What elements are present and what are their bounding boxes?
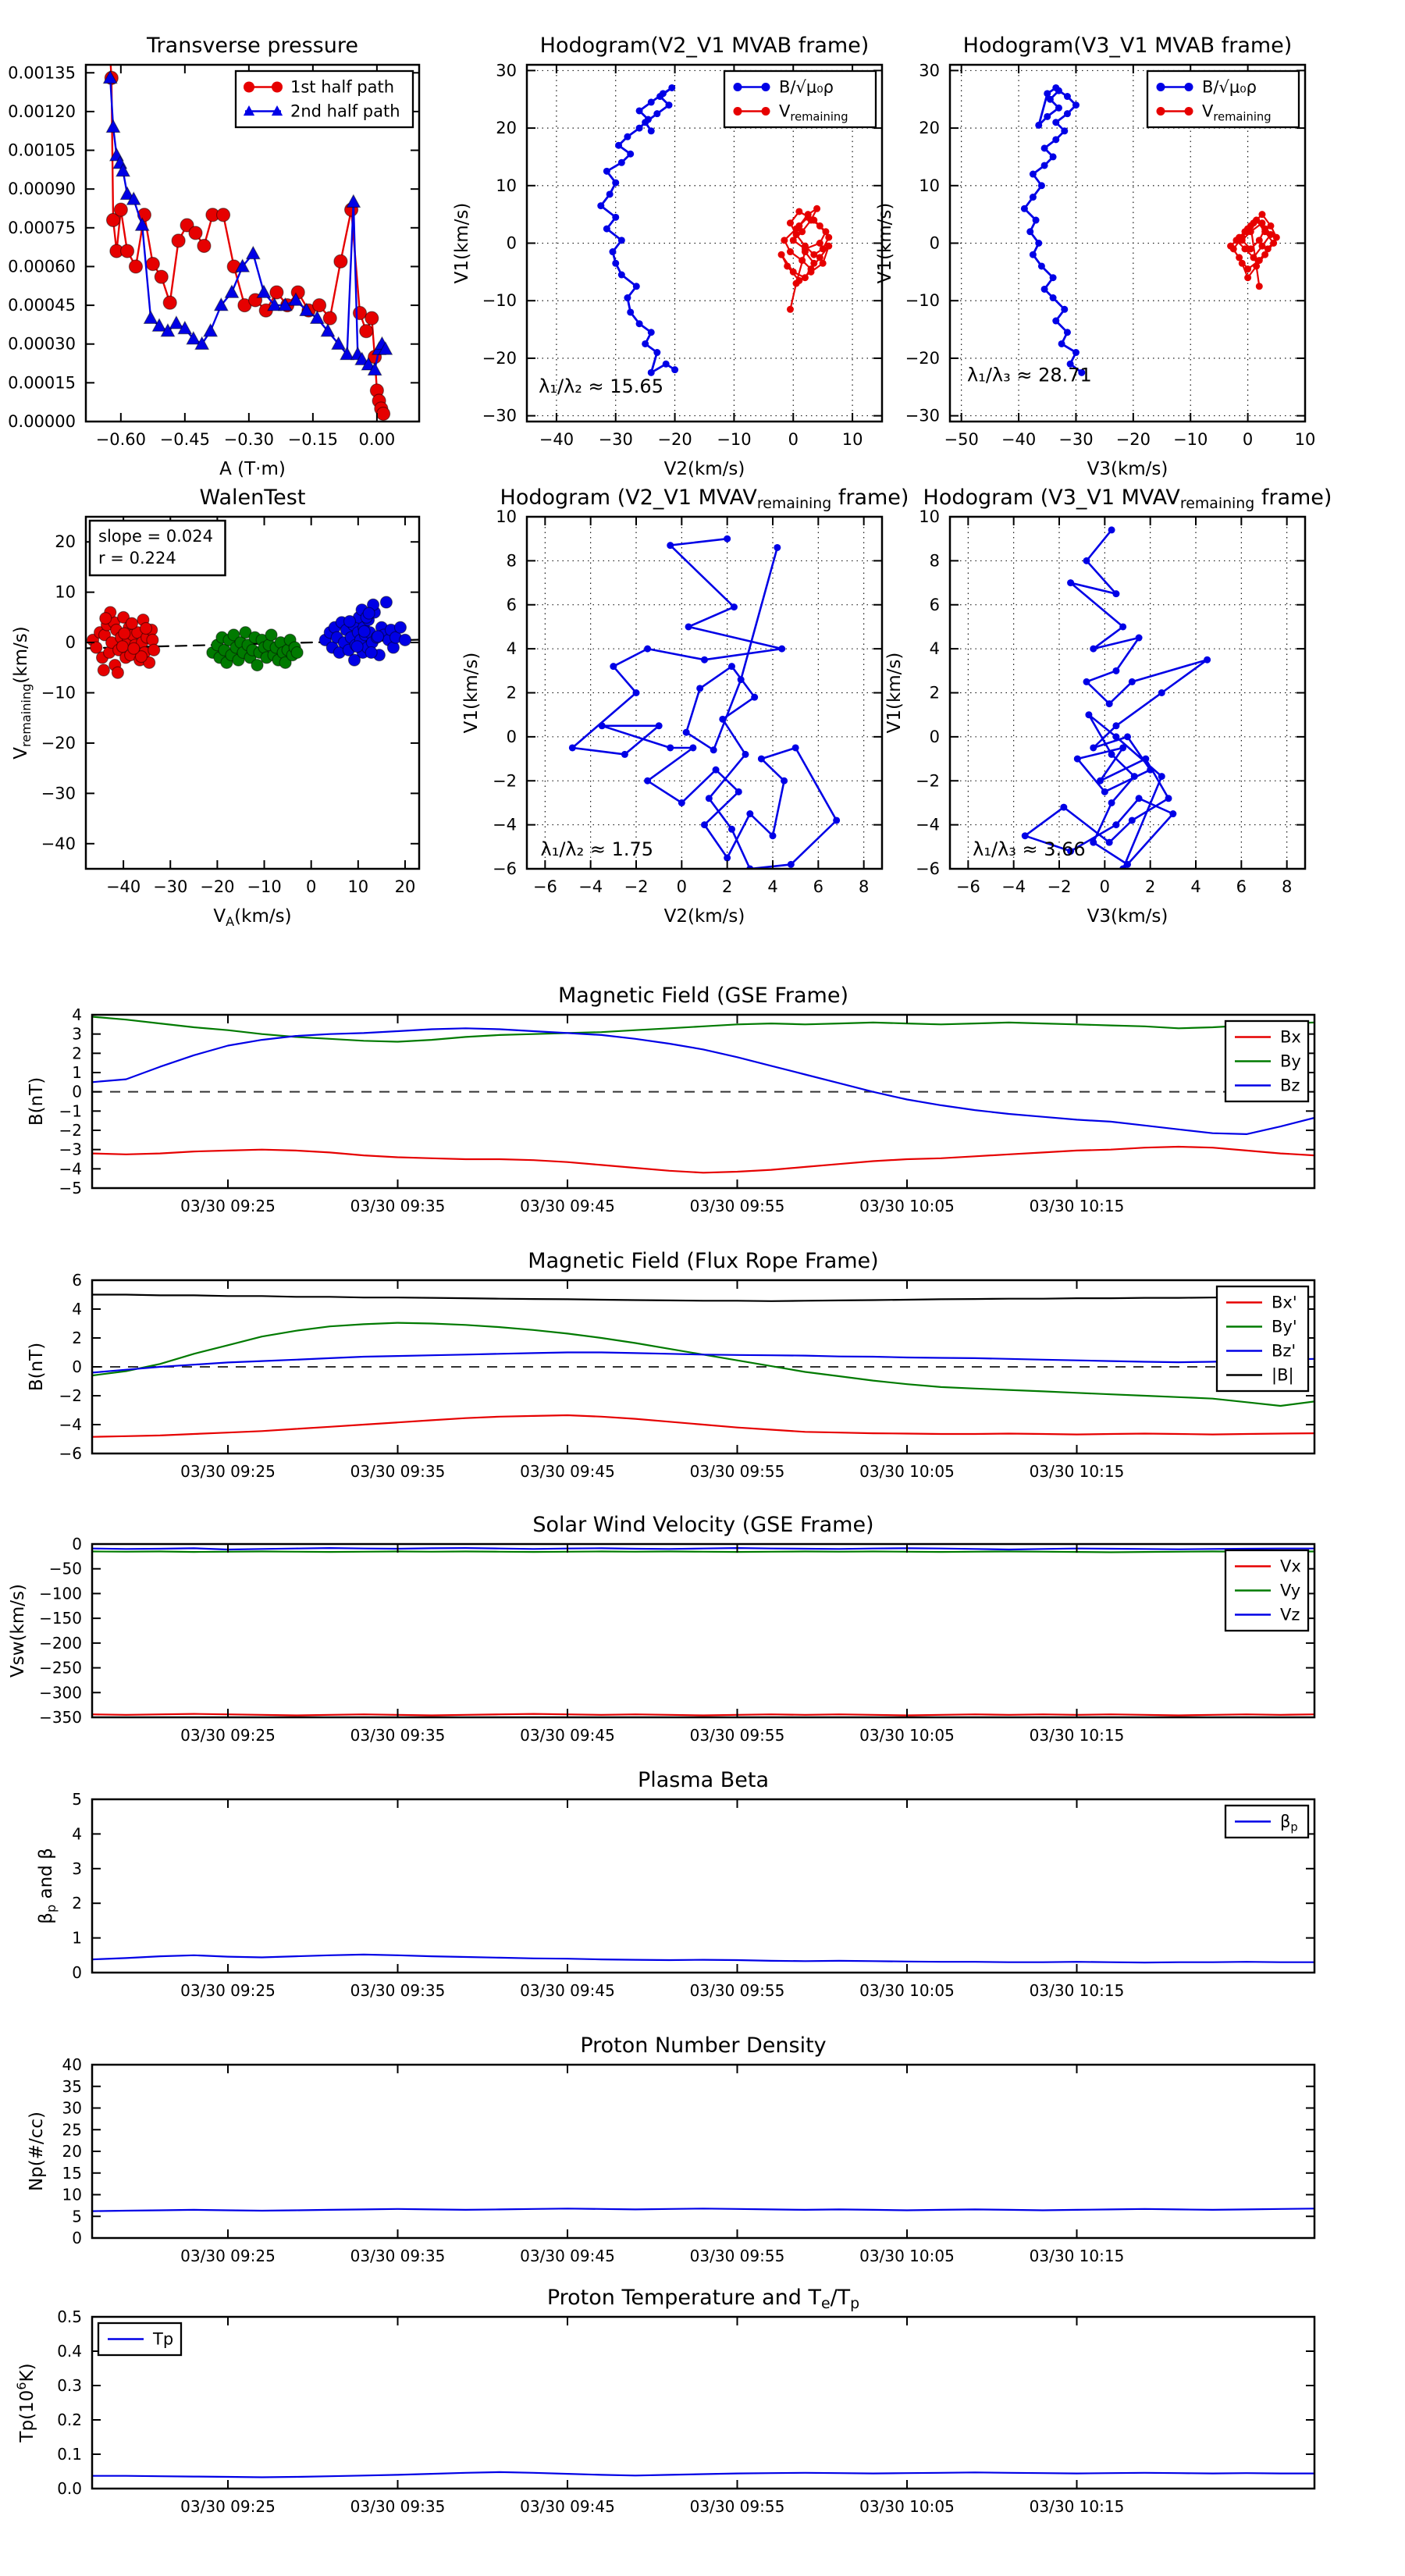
svg-text:−2: −2 [916, 771, 940, 791]
svg-text:03/30 09:45: 03/30 09:45 [520, 2247, 615, 2265]
svg-text:03/30 10:05: 03/30 10:05 [859, 1197, 955, 1215]
svg-text:0.00060: 0.00060 [8, 257, 76, 276]
svg-text:10: 10 [55, 582, 76, 602]
svg-text:03/30 09:55: 03/30 09:55 [689, 1726, 785, 1745]
svg-text:−10: −10 [247, 877, 282, 896]
svg-text:−30: −30 [1058, 430, 1094, 449]
svg-text:−3: −3 [59, 1140, 82, 1159]
svg-text:Proton Number Density: Proton Number Density [580, 2033, 827, 2058]
svg-text:Transverse pressure: Transverse pressure [147, 34, 358, 58]
svg-text:0: 0 [72, 2229, 82, 2247]
svg-text:2: 2 [72, 1894, 82, 1913]
svg-text:Solar Wind Velocity (GSE Frame: Solar Wind Velocity (GSE Frame) [532, 1513, 874, 1537]
svg-text:−5: −5 [59, 1179, 82, 1197]
svg-text:Bx': Bx' [1272, 1293, 1297, 1312]
svg-text:03/30 09:55: 03/30 09:55 [689, 2497, 785, 2516]
svg-text:−50: −50 [944, 430, 979, 449]
svg-text:−2: −2 [493, 771, 517, 791]
svg-text:0: 0 [929, 233, 940, 253]
svg-text:0.00090: 0.00090 [8, 180, 76, 199]
svg-text:0.5: 0.5 [57, 2307, 82, 2326]
svg-text:03/30 09:25: 03/30 09:25 [180, 2247, 276, 2265]
svg-text:0.3: 0.3 [57, 2376, 82, 2395]
svg-text:−0.30: −0.30 [223, 430, 275, 449]
svg-text:20: 20 [62, 2142, 82, 2161]
chart-canvas [27, 1249, 1314, 1481]
svg-text:03/30 09:45: 03/30 09:45 [520, 1726, 615, 1745]
svg-text:10: 10 [919, 507, 940, 526]
svg-text:0.00045: 0.00045 [8, 296, 76, 315]
svg-text:0.4: 0.4 [57, 2342, 82, 2361]
svg-text:2nd half path: 2nd half path [290, 101, 400, 121]
proton-number-density-panel [27, 2033, 1314, 2265]
svg-text:Bz': Bz' [1272, 1341, 1297, 1361]
svg-text:30: 30 [62, 2098, 82, 2118]
svg-text:0: 0 [1099, 877, 1111, 896]
svg-text:03/30 09:55: 03/30 09:55 [689, 1462, 785, 1481]
chart-canvas [11, 486, 419, 929]
svg-text:03/30 10:05: 03/30 10:05 [859, 1462, 955, 1481]
svg-text:−200: −200 [39, 1633, 82, 1653]
svg-text:Magnetic Field (Flux Rope Fram: Magnetic Field (Flux Rope Frame) [528, 1249, 879, 1273]
svg-text:0.00105: 0.00105 [8, 141, 76, 160]
svg-text:λ₁/λ₃ ≈ 28.71: λ₁/λ₃ ≈ 28.71 [967, 364, 1092, 386]
svg-text:Hodogram (V2_V1 MVAVremaining​: Hodogram (V2_V1 MVAVremaining frame) [500, 486, 909, 512]
legend [98, 2323, 181, 2355]
svg-text:By: By [1280, 1051, 1301, 1071]
svg-text:0.00015: 0.00015 [8, 373, 76, 393]
svg-text:4: 4 [767, 877, 778, 896]
svg-text:−30: −30 [153, 877, 188, 896]
chart-canvas [27, 984, 1314, 1215]
svg-text:Plasma Beta: Plasma Beta [637, 1768, 770, 1792]
svg-text:20: 20 [919, 119, 940, 138]
svg-text:Hodogram(V3_V1 MVAB frame): Hodogram(V3_V1 MVAB frame) [962, 34, 1293, 58]
svg-text:−10: −10 [1173, 430, 1208, 449]
svg-text:03/30 09:35: 03/30 09:35 [350, 1726, 446, 1745]
svg-text:8: 8 [929, 551, 940, 571]
svg-text:−20: −20 [41, 733, 76, 753]
svg-text:03/30 09:35: 03/30 09:35 [350, 1197, 446, 1215]
svg-text:V3(km/s): V3(km/s) [1087, 459, 1168, 479]
svg-text:03/30 09:45: 03/30 09:45 [520, 1981, 615, 2000]
svg-text:−40: −40 [41, 834, 76, 853]
svg-text:4: 4 [72, 1300, 82, 1318]
svg-text:−20: −20 [657, 430, 692, 449]
svg-text:−6: −6 [955, 877, 980, 896]
svg-text:6: 6 [1236, 877, 1247, 896]
svg-text:Vremaining​(km/s): $V_{remaining}(km/s)$ [11, 626, 34, 760]
svg-text:0.00000: 0.00000 [8, 412, 76, 431]
svg-text:Vremaining​: $V_{remaining}$ [779, 101, 848, 124]
magnetic-field-flux-rope-panel [27, 1249, 1314, 1481]
svg-text:2: 2 [72, 1044, 82, 1063]
svg-text:8: 8 [858, 877, 870, 896]
svg-text:03/30 09:35: 03/30 09:35 [350, 1981, 446, 2000]
svg-text:−0.45: −0.45 [159, 430, 211, 449]
svg-text:−4: −4 [59, 1415, 82, 1434]
svg-text:λ₁/λ₃ ≈ 3.66: λ₁/λ₃ ≈ 3.66 [973, 838, 1086, 861]
svg-text:V1(km/s): V1(km/s) [452, 202, 472, 284]
svg-text:WalenTest: WalenTest [199, 486, 306, 510]
svg-text:03/30 10:05: 03/30 10:05 [859, 1981, 955, 2000]
svg-text:0: 0 [65, 633, 76, 653]
transverse-pressure-plot [8, 34, 419, 479]
svg-text:4: 4 [72, 1005, 82, 1024]
svg-text:03/30 10:15: 03/30 10:15 [1029, 1981, 1125, 2000]
svg-text:B/√μ₀ρ: B/√μ₀ρ [1202, 77, 1257, 97]
svg-text:−10: −10 [482, 291, 517, 311]
hodogram-v2v1-mvab-plot [452, 34, 882, 479]
svg-text:0: 0 [305, 877, 317, 896]
svg-text:10: 10 [62, 2185, 82, 2204]
svg-text:βp​: $\beta_p$ [1280, 1812, 1298, 1834]
svg-text:0.0: 0.0 [57, 2479, 82, 2498]
svg-text:2: 2 [506, 683, 517, 703]
svg-text:−0.60: −0.60 [95, 430, 147, 449]
svg-text:Bz: Bz [1280, 1076, 1300, 1095]
svg-text:B(nT): B(nT) [27, 1342, 47, 1392]
svg-text:4: 4 [72, 1824, 82, 1844]
svg-text:λ₁/λ₂ ≈ 1.75: λ₁/λ₂ ≈ 1.75 [540, 838, 654, 861]
svg-text:6: 6 [929, 595, 940, 614]
chart-canvas [452, 34, 882, 479]
svg-text:10: 10 [1294, 430, 1316, 449]
hodogram-v3v1-mvav-plot [884, 486, 1332, 927]
svg-text:V2(km/s): V2(km/s) [663, 459, 745, 479]
svg-text:0.00075: 0.00075 [8, 218, 76, 237]
legend [1225, 1021, 1308, 1101]
svg-text:B/√μ₀ρ: B/√μ₀ρ [779, 77, 834, 97]
svg-text:−30: −30 [482, 406, 517, 425]
svg-text:λ₁/λ₂ ≈ 15.65: λ₁/λ₂ ≈ 15.65 [539, 375, 663, 398]
svg-text:Vremaining​: $V_{remaining}$ [1202, 101, 1272, 124]
svg-text:10: 10 [496, 507, 517, 526]
chart-canvas [8, 1513, 1314, 1745]
proton-temperature-panel [14, 2286, 1314, 2516]
svg-text:0: 0 [788, 430, 799, 449]
legend [1225, 1550, 1308, 1631]
svg-text:0: 0 [506, 233, 517, 253]
svg-text:−40: −40 [539, 430, 574, 449]
svg-text:03/30 09:45: 03/30 09:45 [520, 2497, 615, 2516]
svg-text:V1(km/s): V1(km/s) [461, 652, 482, 734]
chart-canvas [875, 34, 1316, 479]
svg-text:−20: −20 [905, 348, 940, 368]
svg-text:10: 10 [841, 430, 863, 449]
svg-text:03/30 09:35: 03/30 09:35 [350, 1462, 446, 1481]
svg-text:V3(km/s): V3(km/s) [1087, 906, 1168, 927]
svg-text:Hodogram (V3_V1 MVAVremaining​: Hodogram (V3_V1 MVAVremaining frame) [923, 486, 1332, 512]
svg-text:−10: −10 [905, 291, 940, 311]
svg-text:−10: −10 [41, 683, 76, 703]
svg-text:|B|: |B| [1272, 1365, 1294, 1385]
svg-text:03/30 09:55: 03/30 09:55 [689, 1981, 785, 2000]
svg-text:Vsw(km/s): Vsw(km/s) [8, 1584, 28, 1678]
svg-text:−40: −40 [105, 877, 141, 896]
svg-text:Magnetic Field (GSE Frame): Magnetic Field (GSE Frame) [557, 984, 849, 1008]
svg-text:2: 2 [929, 683, 940, 703]
chart-canvas [461, 486, 909, 927]
svg-text:2: 2 [721, 877, 733, 896]
svg-text:2: 2 [72, 1329, 82, 1347]
svg-text:2: 2 [1144, 877, 1156, 896]
chart-canvas [8, 34, 419, 479]
svg-text:1: 1 [72, 1928, 82, 1948]
svg-text:−350: −350 [39, 1708, 82, 1727]
svg-text:−30: −30 [598, 430, 633, 449]
svg-text:−30: −30 [41, 784, 76, 803]
svg-text:3: 3 [72, 1859, 82, 1878]
svg-text:−6: −6 [532, 877, 557, 896]
svg-text:−1: −1 [59, 1101, 82, 1121]
svg-text:03/30 10:05: 03/30 10:05 [859, 2247, 955, 2265]
svg-text:−0.15: −0.15 [287, 430, 339, 449]
svg-text:−6: −6 [493, 859, 517, 878]
svg-text:−2: −2 [59, 1386, 82, 1405]
svg-text:−6: −6 [59, 1444, 82, 1463]
svg-text:A (T·m): A (T·m) [219, 459, 286, 479]
svg-text:Tp(106​K): $Tp(10^6K)$ [14, 2363, 37, 2443]
svg-text:0: 0 [676, 877, 688, 896]
svg-text:4: 4 [1190, 877, 1201, 896]
svg-text:−4: −4 [59, 1159, 82, 1179]
svg-text:VA​(km/s): $V_A(km/s)$ [213, 906, 292, 929]
svg-text:3: 3 [72, 1024, 82, 1044]
svg-text:Hodogram(V2_V1 MVAB frame): Hodogram(V2_V1 MVAB frame) [539, 34, 870, 58]
chart-canvas [27, 2033, 1314, 2265]
walen-test-plot [11, 486, 419, 929]
svg-text:−100: −100 [39, 1584, 82, 1603]
slope-box [90, 521, 226, 575]
svg-text:0: 0 [929, 727, 940, 746]
svg-text:8: 8 [1281, 877, 1293, 896]
svg-text:0.00135: 0.00135 [8, 63, 76, 83]
legend [1225, 1806, 1308, 1838]
svg-text:03/30 10:15: 03/30 10:15 [1029, 2247, 1125, 2265]
svg-text:−50: −50 [48, 1559, 82, 1578]
svg-text:0: 0 [72, 1082, 82, 1101]
svg-text:30: 30 [496, 61, 517, 80]
svg-text:6: 6 [72, 1271, 82, 1290]
svg-text:4: 4 [506, 639, 517, 659]
legend [724, 71, 876, 127]
plasma-beta-panel [36, 1768, 1314, 2000]
svg-text:03/30 09:25: 03/30 09:25 [180, 1197, 276, 1215]
svg-text:03/30 10:15: 03/30 10:15 [1029, 1197, 1125, 1215]
svg-text:Vz: Vz [1280, 1605, 1300, 1624]
magnetic-field-gse-panel [27, 984, 1314, 1215]
svg-text:35: 35 [62, 2076, 82, 2096]
svg-text:03/30 10:15: 03/30 10:15 [1029, 1462, 1125, 1481]
legend [236, 71, 413, 127]
svg-text:V1(km/s): V1(km/s) [884, 652, 905, 734]
svg-text:r = 0.224: r = 0.224 [98, 549, 176, 568]
svg-text:−150: −150 [39, 1609, 82, 1628]
svg-text:−4: −4 [916, 815, 940, 834]
svg-text:03/30 09:55: 03/30 09:55 [689, 2247, 785, 2265]
svg-text:25: 25 [62, 2120, 82, 2140]
svg-text:03/30 09:45: 03/30 09:45 [520, 1197, 615, 1215]
svg-text:Tp: Tp [153, 2329, 174, 2349]
svg-text:−4: −4 [493, 815, 517, 834]
hodogram-v2v1-mvav-plot [461, 486, 909, 927]
chart-canvas [884, 486, 1332, 927]
svg-text:15: 15 [62, 2163, 82, 2183]
svg-text:−250: −250 [39, 1658, 82, 1678]
svg-text:−10: −10 [717, 430, 752, 449]
svg-text:0: 0 [506, 727, 517, 746]
svg-text:03/30 09:25: 03/30 09:25 [180, 1981, 276, 2000]
svg-text:10: 10 [347, 877, 369, 896]
svg-text:0.2: 0.2 [57, 2411, 82, 2429]
svg-text:By': By' [1272, 1317, 1297, 1336]
svg-text:−20: −20 [1115, 430, 1151, 449]
svg-text:−6: −6 [916, 859, 940, 878]
svg-text:6: 6 [813, 877, 824, 896]
svg-text:−40: −40 [1001, 430, 1037, 449]
svg-text:4: 4 [929, 639, 940, 659]
svg-text:03/30 09:25: 03/30 09:25 [180, 1462, 276, 1481]
svg-text:0: 0 [72, 1357, 82, 1376]
svg-text:−300: −300 [39, 1683, 82, 1703]
svg-text:−4: −4 [578, 877, 603, 896]
svg-text:10: 10 [496, 176, 517, 195]
svg-text:8: 8 [506, 551, 517, 571]
svg-text:−30: −30 [905, 406, 940, 425]
svg-text:03/30 09:25: 03/30 09:25 [180, 2497, 276, 2516]
svg-text:0: 0 [72, 1963, 82, 1982]
svg-text:Bx: Bx [1280, 1027, 1301, 1047]
svg-text:Proton Temperature and Te​/Tp​: Proton Temperature and Te/Tp [546, 2286, 860, 2312]
svg-text:03/30 09:35: 03/30 09:35 [350, 2497, 446, 2516]
svg-text:V2(km/s): V2(km/s) [663, 906, 745, 927]
svg-text:20: 20 [496, 119, 517, 138]
svg-text:βp​ and β: $\beta_p$ and β [36, 1848, 59, 1924]
svg-text:03/30 09:25: 03/30 09:25 [180, 1726, 276, 1745]
svg-text:−2: −2 [59, 1121, 82, 1140]
svg-text:03/30 09:55: 03/30 09:55 [689, 1197, 785, 1215]
svg-text:03/30 10:15: 03/30 10:15 [1029, 2497, 1125, 2516]
svg-text:slope = 0.024: slope = 0.024 [98, 527, 213, 546]
svg-text:0.00120: 0.00120 [8, 101, 76, 121]
svg-text:−20: −20 [200, 877, 235, 896]
svg-text:−2: −2 [1047, 877, 1072, 896]
svg-text:Vx: Vx [1280, 1557, 1301, 1576]
chart-canvas [14, 2286, 1314, 2516]
svg-text:Np(#/cc): Np(#/cc) [27, 2111, 47, 2192]
svg-text:−2: −2 [624, 877, 649, 896]
svg-text:20: 20 [55, 532, 76, 552]
svg-text:0: 0 [1242, 430, 1254, 449]
svg-text:0.1: 0.1 [57, 2445, 82, 2464]
svg-text:0.00030: 0.00030 [8, 334, 76, 354]
legend [1147, 71, 1299, 127]
svg-text:5: 5 [72, 1790, 82, 1809]
svg-text:03/30 09:45: 03/30 09:45 [520, 1462, 615, 1481]
svg-text:03/30 10:05: 03/30 10:05 [859, 1726, 955, 1745]
solar-wind-velocity-panel [8, 1513, 1314, 1745]
svg-text:V1(km/s): V1(km/s) [875, 202, 895, 284]
svg-text:1: 1 [72, 1063, 82, 1082]
svg-text:0: 0 [72, 1535, 82, 1553]
svg-text:5: 5 [72, 2207, 82, 2226]
svg-text:03/30 10:05: 03/30 10:05 [859, 2497, 955, 2516]
svg-text:−20: −20 [482, 348, 517, 368]
svg-text:30: 30 [919, 61, 940, 80]
svg-text:0.00: 0.00 [358, 430, 396, 449]
legend [1217, 1286, 1308, 1391]
svg-text:6: 6 [506, 595, 517, 614]
svg-text:03/30 09:35: 03/30 09:35 [350, 2247, 446, 2265]
svg-text:40: 40 [62, 2055, 82, 2074]
svg-text:10: 10 [919, 176, 940, 195]
svg-text:Vy: Vy [1280, 1581, 1301, 1600]
svg-text:−4: −4 [1001, 877, 1026, 896]
svg-text:B(nT): B(nT) [27, 1076, 47, 1126]
hodogram-v3v1-mvab-plot [875, 34, 1316, 479]
svg-text:03/30 10:15: 03/30 10:15 [1029, 1726, 1125, 1745]
svg-text:1st half path: 1st half path [290, 77, 395, 97]
svg-text:20: 20 [394, 877, 416, 896]
